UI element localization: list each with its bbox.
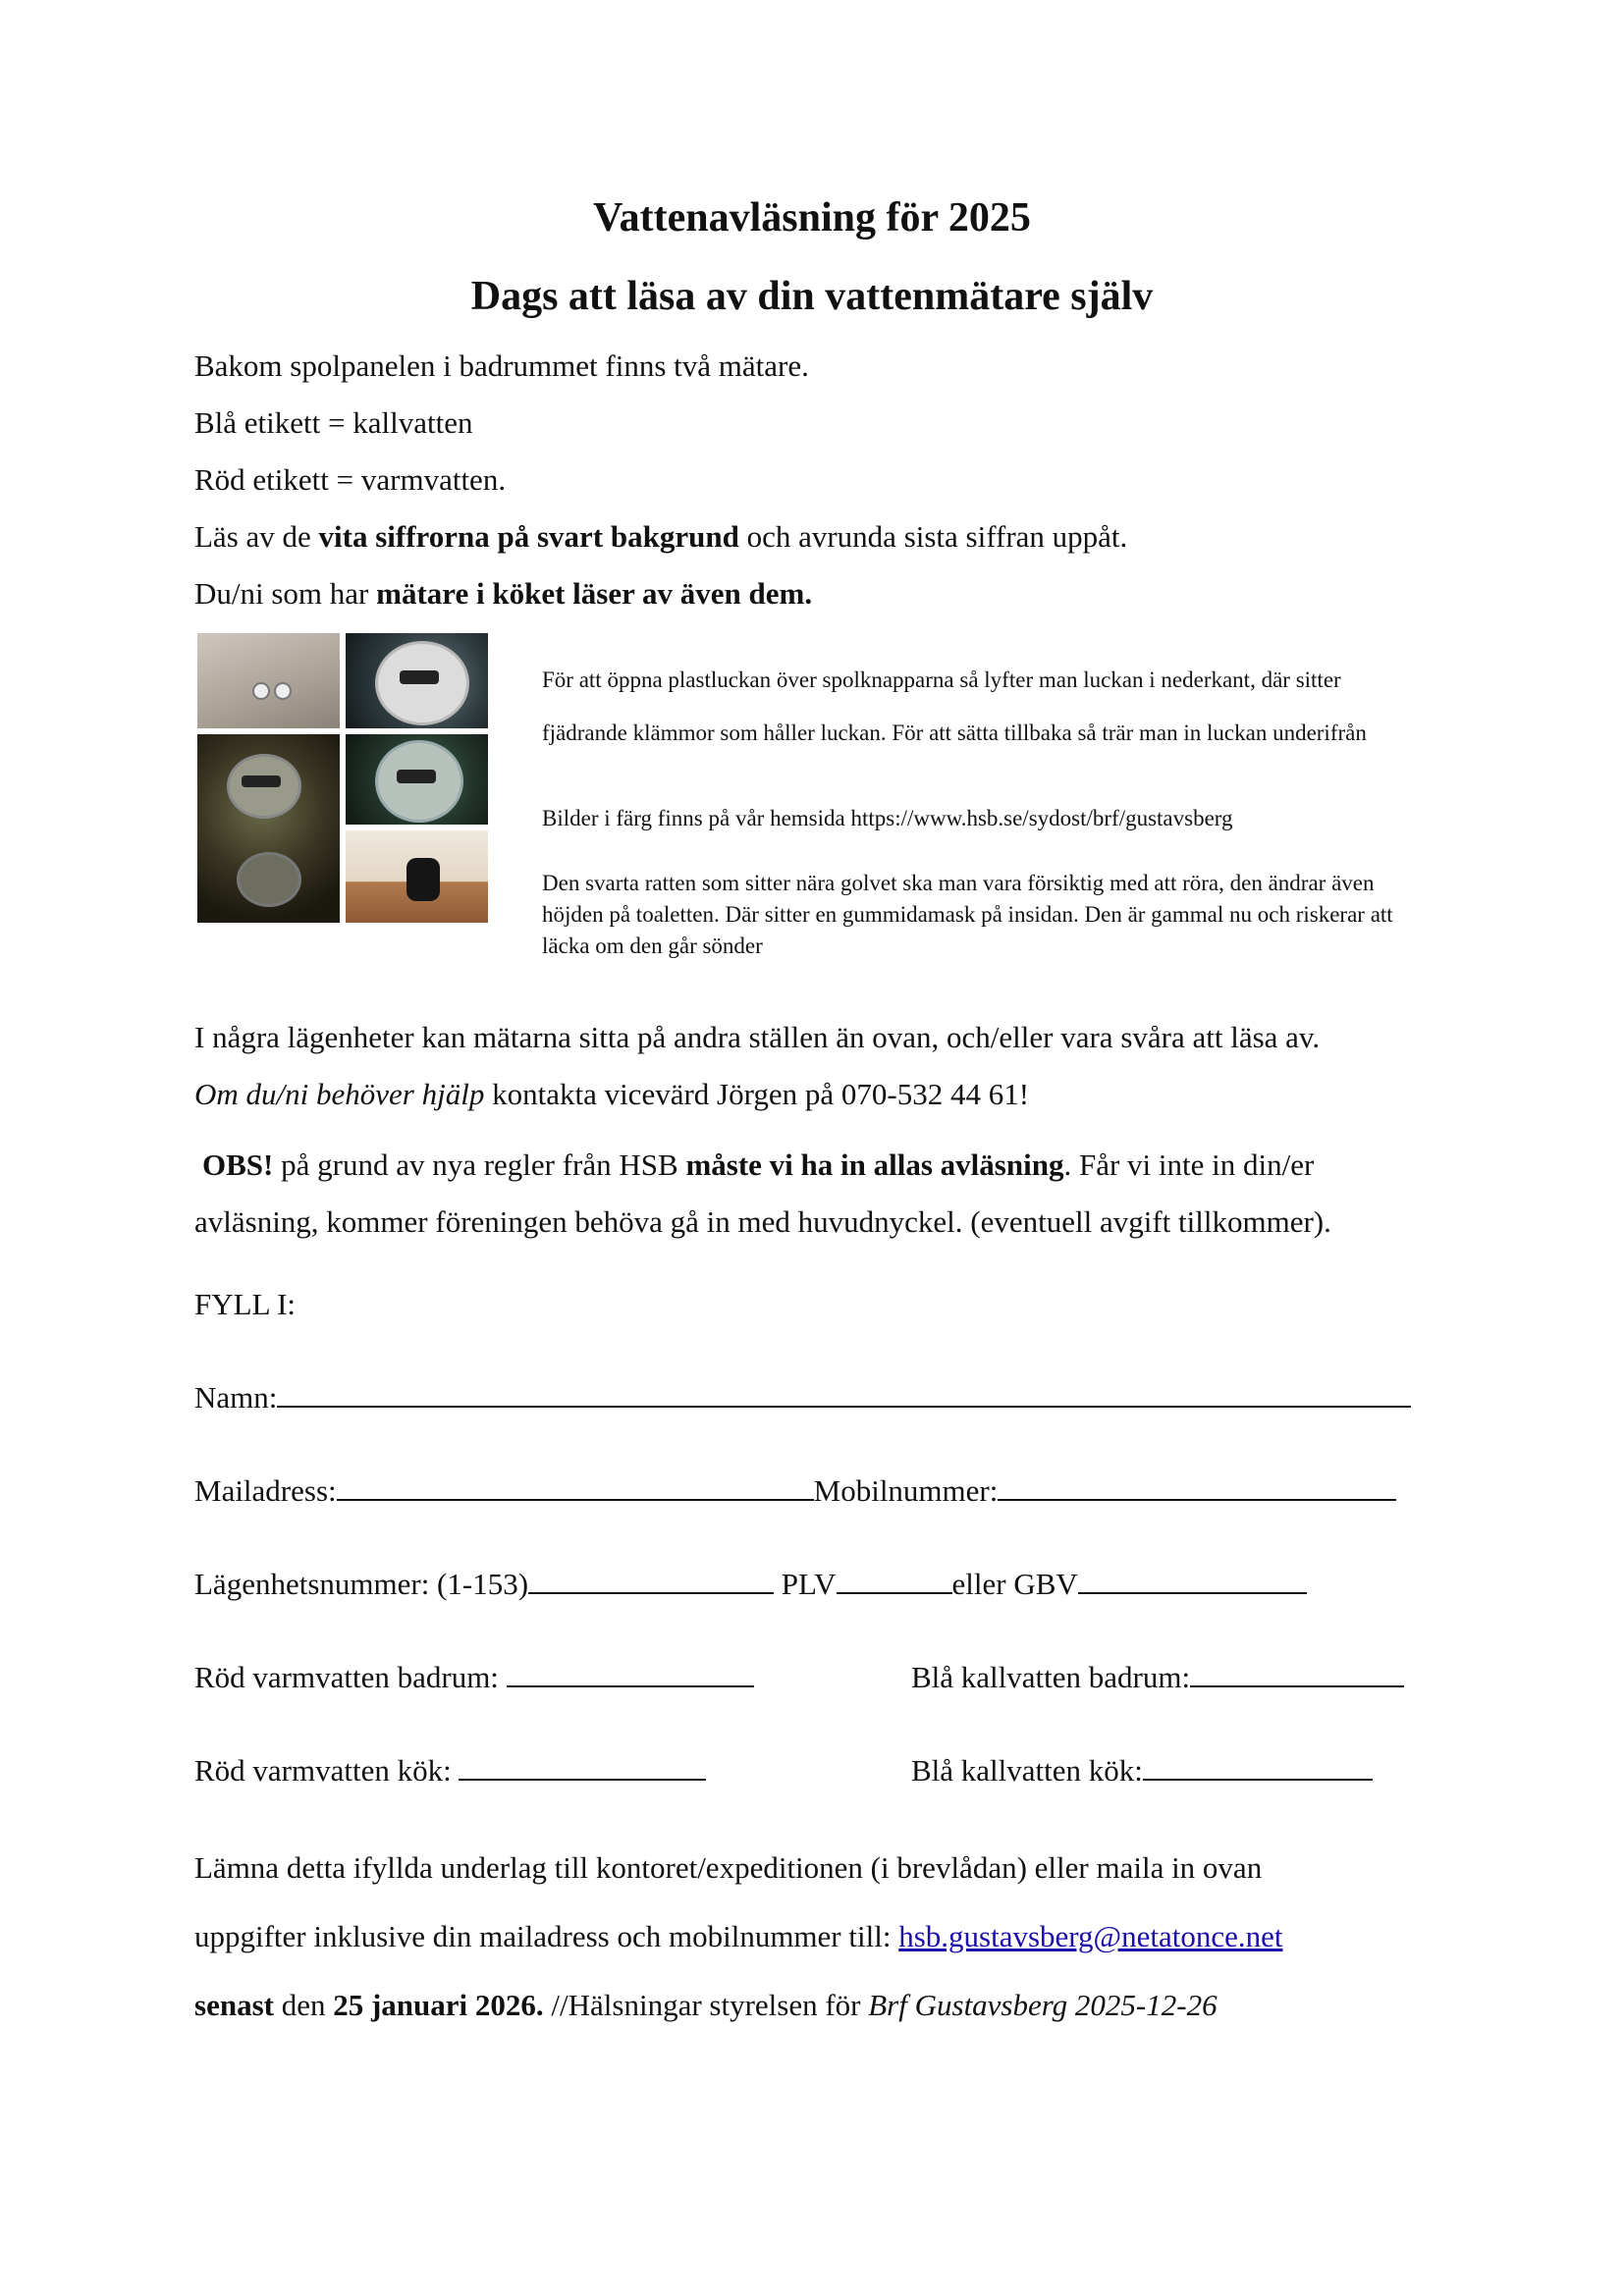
obs-line-1: OBS! på grund av nya regler från HSB måste vi ha in allas avläsning. Får vi inte in din/er [202, 1148, 1315, 1182]
apartment-label: Lägenhetsnummer: (1-153) [194, 1567, 529, 1601]
apartment-fields [194, 1565, 1307, 1604]
info-text-3c: läcka om den går sönder [542, 934, 763, 958]
mail-input-line[interactable] [337, 1473, 814, 1501]
page-title: Vattenavläsning för 2025 [593, 195, 1031, 240]
cold-bath-field [911, 1658, 1404, 1697]
hot-bath-field [194, 1658, 754, 1697]
cold-bath-label: Blå kallvatten badrum: [911, 1660, 1191, 1694]
meter-closeup-photo [346, 734, 488, 825]
intro-line-1: Bakom spolpanelen i badrummet finns två mätare. [194, 348, 809, 383]
flush-panel-photo [197, 633, 340, 728]
plv-input-line[interactable] [837, 1567, 952, 1594]
mail-label: Mailadress: [194, 1473, 337, 1508]
gbv-input-line[interactable] [1078, 1567, 1307, 1594]
info-text-1a: För att öppna plastluckan över spolknapparna så lyfter man luckan i nederkant, där sitter [542, 667, 1341, 692]
intro-line-4: Läs av de vita siffrorna på svart bakgrund och avrunda sista siffran uppåt. [194, 519, 1128, 554]
name-label: Namn: [194, 1380, 278, 1415]
info-text-3b: höjden på toaletten. Där sitter en gummidamask på insidan. Den är gammal nu och riskerar att [542, 902, 1393, 927]
hot-kitchen-field [194, 1751, 706, 1790]
footer-line-3: senast den 25 januari 2026. //Hälsningar styrelsen för Brf Gustavsberg 2025-12-26 [194, 1988, 1218, 2022]
hot-kitchen-label: Röd varmvatten kök: [194, 1753, 460, 1788]
info-text-2: Bilder i färg finns på vår hemsida https://www.hsb.se/sydost/brf/gustavsberg [542, 806, 1233, 830]
footer-line-1: Lämna detta ifyllda underlag till kontoret/expeditionen (i brevlådan) eller maila in ovan [194, 1850, 1263, 1885]
form-heading: FYLL I: [194, 1287, 297, 1321]
hot-bath-label: Röd varmvatten badrum: [194, 1660, 507, 1694]
info-text-3a: Den svarta ratten som sitter nära golvet ska man vara försiktig med att röra, den ändrar även [542, 871, 1375, 895]
notice-line-2: Om du/ni behöver hjälp kontakta vicevärd Jörgen på 070-532 44 61! [194, 1077, 1030, 1111]
plv-label: PLV [774, 1567, 837, 1601]
cold-bath-input-line[interactable] [1190, 1660, 1404, 1687]
toilet-knob-photo [346, 830, 488, 923]
obs-line-2: avläsning, kommer föreningen behöva gå in med huvudnyckel. (eventuell avgift tillkommer). [194, 1204, 1331, 1239]
hot-kitchen-input-line[interactable] [459, 1753, 706, 1781]
info-text-1b: fjädrande klämmor som håller luckan. För att sätta tillbaka så trär man in luckan underifrån [542, 721, 1367, 745]
meter-pipes-photo [197, 734, 340, 923]
mobile-input-line[interactable] [998, 1473, 1396, 1501]
cold-kitchen-input-line[interactable] [1143, 1753, 1373, 1781]
intro-line-3: Röd etikett = varmvatten. [194, 462, 507, 497]
cold-kitchen-field [911, 1751, 1373, 1790]
name-field[interactable] [194, 1378, 1411, 1417]
apartment-input-line[interactable] [528, 1567, 774, 1594]
name-input-line[interactable] [277, 1380, 1411, 1408]
contact-fields [194, 1471, 1396, 1511]
hot-bath-input-line[interactable] [507, 1660, 754, 1687]
water-meter-photo [346, 633, 488, 728]
intro-line-5: Du/ni som har mätare i köket läser av även dem. [194, 576, 813, 611]
meter-photo-collage [197, 633, 488, 923]
gbv-label: eller GBV [951, 1567, 1078, 1601]
footer-line-2: uppgifter inklusive din mailadress och mobilnummer till: hsb.gustavsberg@netatonce.net [194, 1919, 1283, 1953]
contact-email-link[interactable]: hsb.gustavsberg@netatonce.net [898, 1919, 1283, 1953]
cold-kitchen-label: Blå kallvatten kök: [911, 1753, 1143, 1788]
mobile-label: Mobilnummer: [813, 1473, 999, 1508]
notice-line-1: I några lägenheter kan mätarna sitta på andra ställen än ovan, och/eller vara svåra att läsa av. [194, 1020, 1321, 1054]
page-subtitle: Dags att läsa av din vattenmätare själv [470, 274, 1154, 319]
intro-line-2: Blå etikett = kallvatten [194, 405, 473, 440]
